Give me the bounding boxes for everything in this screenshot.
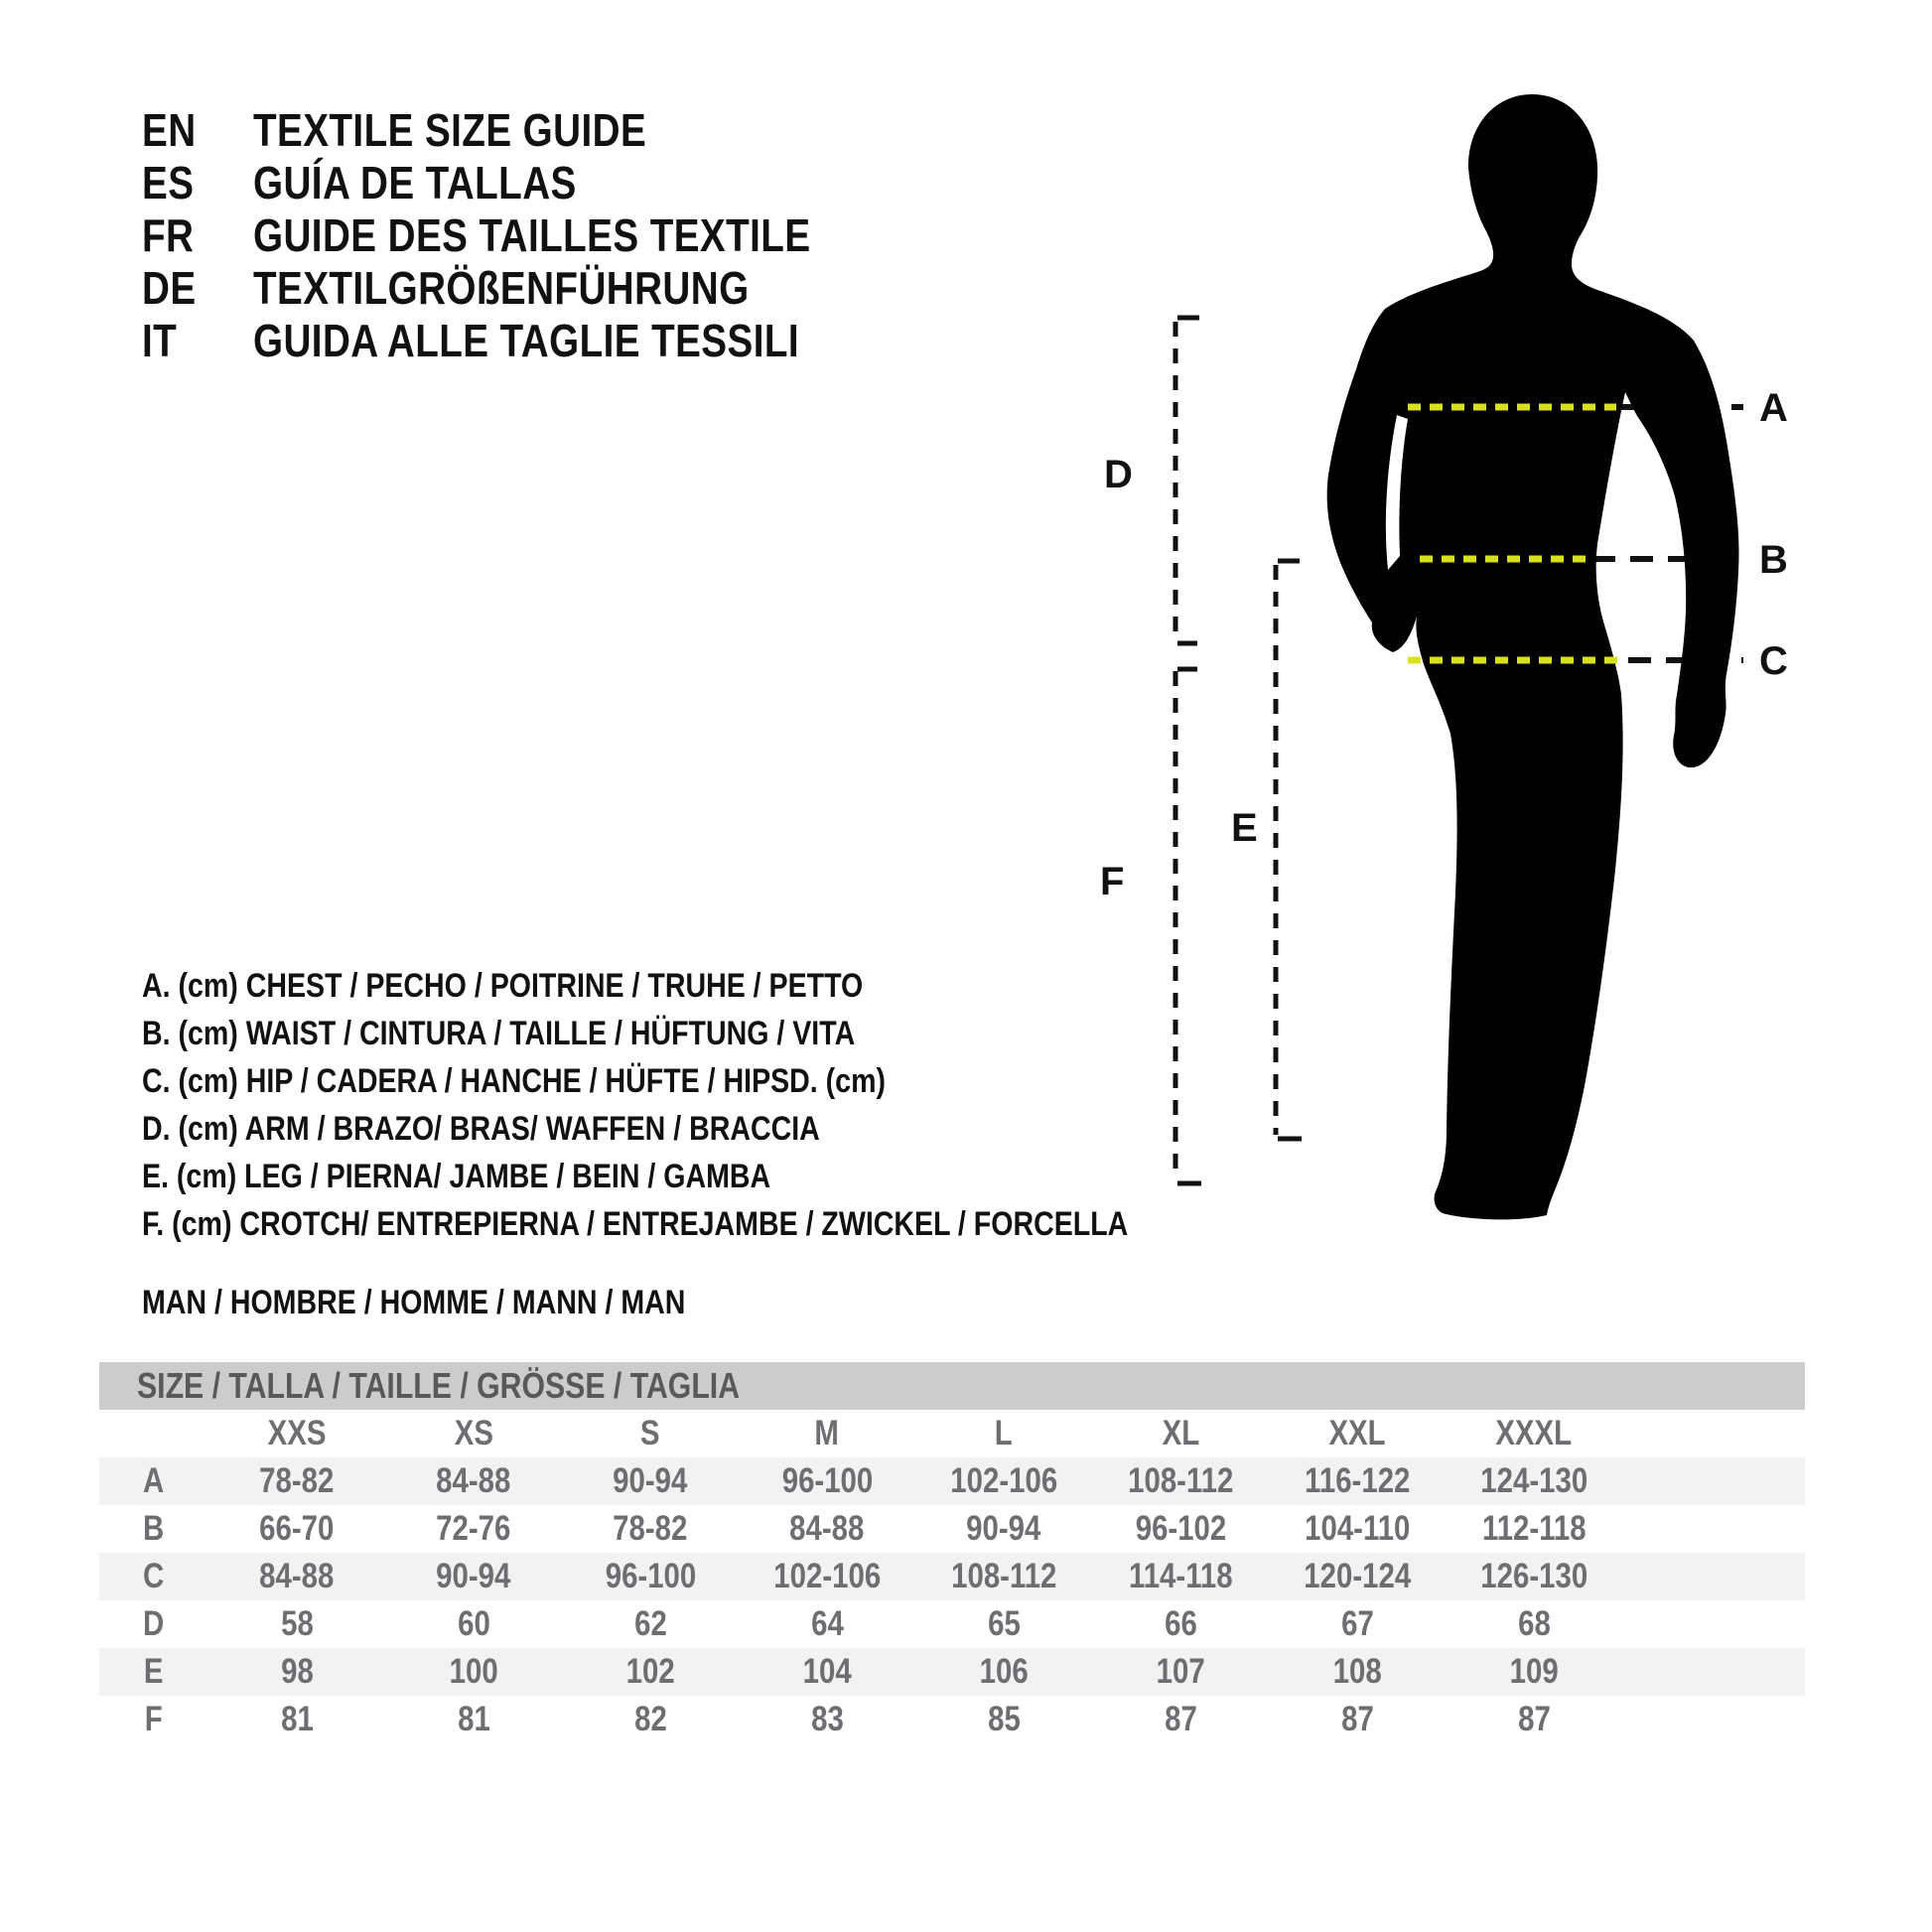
language-title: GUÍA DE TALLAS (253, 156, 577, 208)
language-title: GUIDA ALLE TAGLIE TESSILI (253, 314, 800, 366)
size-col-header: XL (1162, 1414, 1199, 1452)
cell-value: 96-100 (781, 1461, 873, 1500)
cell-value: 96-102 (1135, 1509, 1226, 1548)
row-label: F (145, 1700, 163, 1738)
cell-value: 60 (457, 1604, 490, 1643)
cell-value: 109 (1509, 1652, 1559, 1691)
cell-value: 66-70 (259, 1509, 335, 1548)
table-row (99, 1696, 1805, 1743)
cell-value: 116-122 (1304, 1461, 1411, 1500)
size-table-sizes-row (99, 1410, 1805, 1457)
row-label: A (143, 1461, 165, 1500)
cell-value: 84-88 (789, 1509, 865, 1548)
cell-value: 108-112 (950, 1557, 1057, 1595)
cell-value: 120-124 (1304, 1557, 1411, 1595)
cell-value: 72-76 (436, 1509, 511, 1548)
cell-value: 108 (1332, 1652, 1382, 1691)
crotch-label: F (1100, 860, 1125, 903)
size-table (99, 1362, 1805, 1743)
cell-value: 84-88 (436, 1461, 511, 1500)
language-code: FR (142, 208, 195, 261)
cell-value: 112-118 (1481, 1509, 1587, 1548)
legend-line-crotch: F. (cm) CROTCH/ ENTREPIERNA / ENTREJAMBE / ZWICKEL / FORCELLA (142, 1204, 1129, 1243)
cell-value: 126-130 (1480, 1557, 1587, 1595)
size-col-header: M (814, 1414, 840, 1452)
cell-value: 90-94 (436, 1557, 511, 1595)
cell-value: 64 (810, 1604, 844, 1643)
cell-value: 68 (1517, 1604, 1551, 1643)
table-row (99, 1600, 1805, 1648)
row-label: D (143, 1604, 165, 1643)
cell-value: 102 (625, 1652, 675, 1691)
language-title: TEXTILGRÖßENFÜHRUNG (253, 261, 750, 314)
gender-heading: MAN / HOMBRE / HOMME / MANN / MAN (142, 1284, 686, 1321)
leg-label: E (1231, 806, 1258, 850)
legend-line-leg: E. (cm) LEG / PIERNA/ JAMBE / BEIN / GAMBA (142, 1157, 771, 1195)
row-label: C (143, 1557, 165, 1595)
man-silhouette (1327, 94, 1739, 1219)
arm-label: D (1104, 453, 1133, 496)
waist-label: B (1759, 538, 1788, 582)
cell-value: 85 (987, 1700, 1021, 1738)
hip-label: C (1759, 639, 1788, 683)
cell-value: 62 (633, 1604, 667, 1643)
size-col-header: L (995, 1414, 1013, 1452)
cell-value: 102-106 (773, 1557, 881, 1595)
cell-value: 66 (1164, 1604, 1197, 1643)
language-title: GUIDE DES TAILLES TEXTILE (253, 208, 811, 261)
language-code: EN (142, 103, 197, 156)
cell-value: 106 (979, 1652, 1029, 1691)
legend-line-hip: C. (cm) HIP / CADERA / HANCHE / HÜFTE / HIPSD. (cm) (142, 1061, 886, 1100)
cell-value: 65 (987, 1604, 1021, 1643)
cell-value: 104 (802, 1652, 852, 1691)
measurement-legend (142, 962, 1315, 1248)
cell-value: 67 (1340, 1604, 1374, 1643)
size-col-header: XS (454, 1414, 493, 1452)
size-col-header: XXL (1328, 1414, 1386, 1452)
legend-line-chest: A. (cm) CHEST / PECHO / POITRINE / TRUHE / PETTO (142, 966, 864, 1005)
cell-value: 84-88 (259, 1557, 335, 1595)
size-table-header-label: SIZE / TALLA / TAILLE / GRÖSSE / TAGLIA (137, 1365, 741, 1406)
table-row (99, 1505, 1805, 1553)
cell-value: 58 (280, 1604, 314, 1643)
cell-value: 87 (1164, 1700, 1197, 1738)
cell-value: 102-106 (950, 1461, 1057, 1500)
row-label: B (143, 1509, 165, 1548)
cell-value: 87 (1517, 1700, 1551, 1738)
table-row (99, 1457, 1805, 1505)
cell-value: 78-82 (259, 1461, 335, 1500)
size-col-header: XXS (267, 1414, 327, 1452)
table-row (99, 1648, 1805, 1696)
cell-value: 107 (1156, 1652, 1205, 1691)
cell-value: 82 (633, 1700, 667, 1738)
cell-value: 108-112 (1127, 1461, 1234, 1500)
cell-value: 104-110 (1304, 1509, 1411, 1548)
cell-value: 90-94 (966, 1509, 1041, 1548)
cell-value: 100 (449, 1652, 498, 1691)
cell-value: 114-118 (1128, 1557, 1233, 1595)
cell-value: 78-82 (613, 1509, 688, 1548)
cell-value: 81 (457, 1700, 490, 1738)
size-col-header: S (640, 1414, 660, 1452)
chest-label: A (1759, 386, 1788, 430)
cell-value: 96-100 (605, 1557, 696, 1595)
row-label: E (144, 1652, 164, 1691)
language-code: ES (142, 156, 195, 208)
legend-line-waist: B. (cm) WAIST / CINTURA / TAILLE / HÜFTUNG / VITA (142, 1014, 856, 1052)
cell-value: 98 (280, 1652, 314, 1691)
table-row (99, 1553, 1805, 1600)
legend-line-arm: D. (cm) ARM / BRAZO/ BRAS/ WAFFEN / BRACCIA (142, 1109, 820, 1148)
language-code: DE (142, 261, 197, 314)
cell-value: 90-94 (613, 1461, 688, 1500)
cell-value: 83 (810, 1700, 844, 1738)
cell-value: 87 (1340, 1700, 1374, 1738)
language-code: IT (142, 314, 178, 366)
cell-value: 124-130 (1480, 1461, 1587, 1500)
size-table-header (99, 1362, 1805, 1410)
size-col-header: XXXL (1495, 1414, 1573, 1452)
language-title: TEXTILE SIZE GUIDE (253, 103, 647, 156)
cell-value: 81 (280, 1700, 314, 1738)
